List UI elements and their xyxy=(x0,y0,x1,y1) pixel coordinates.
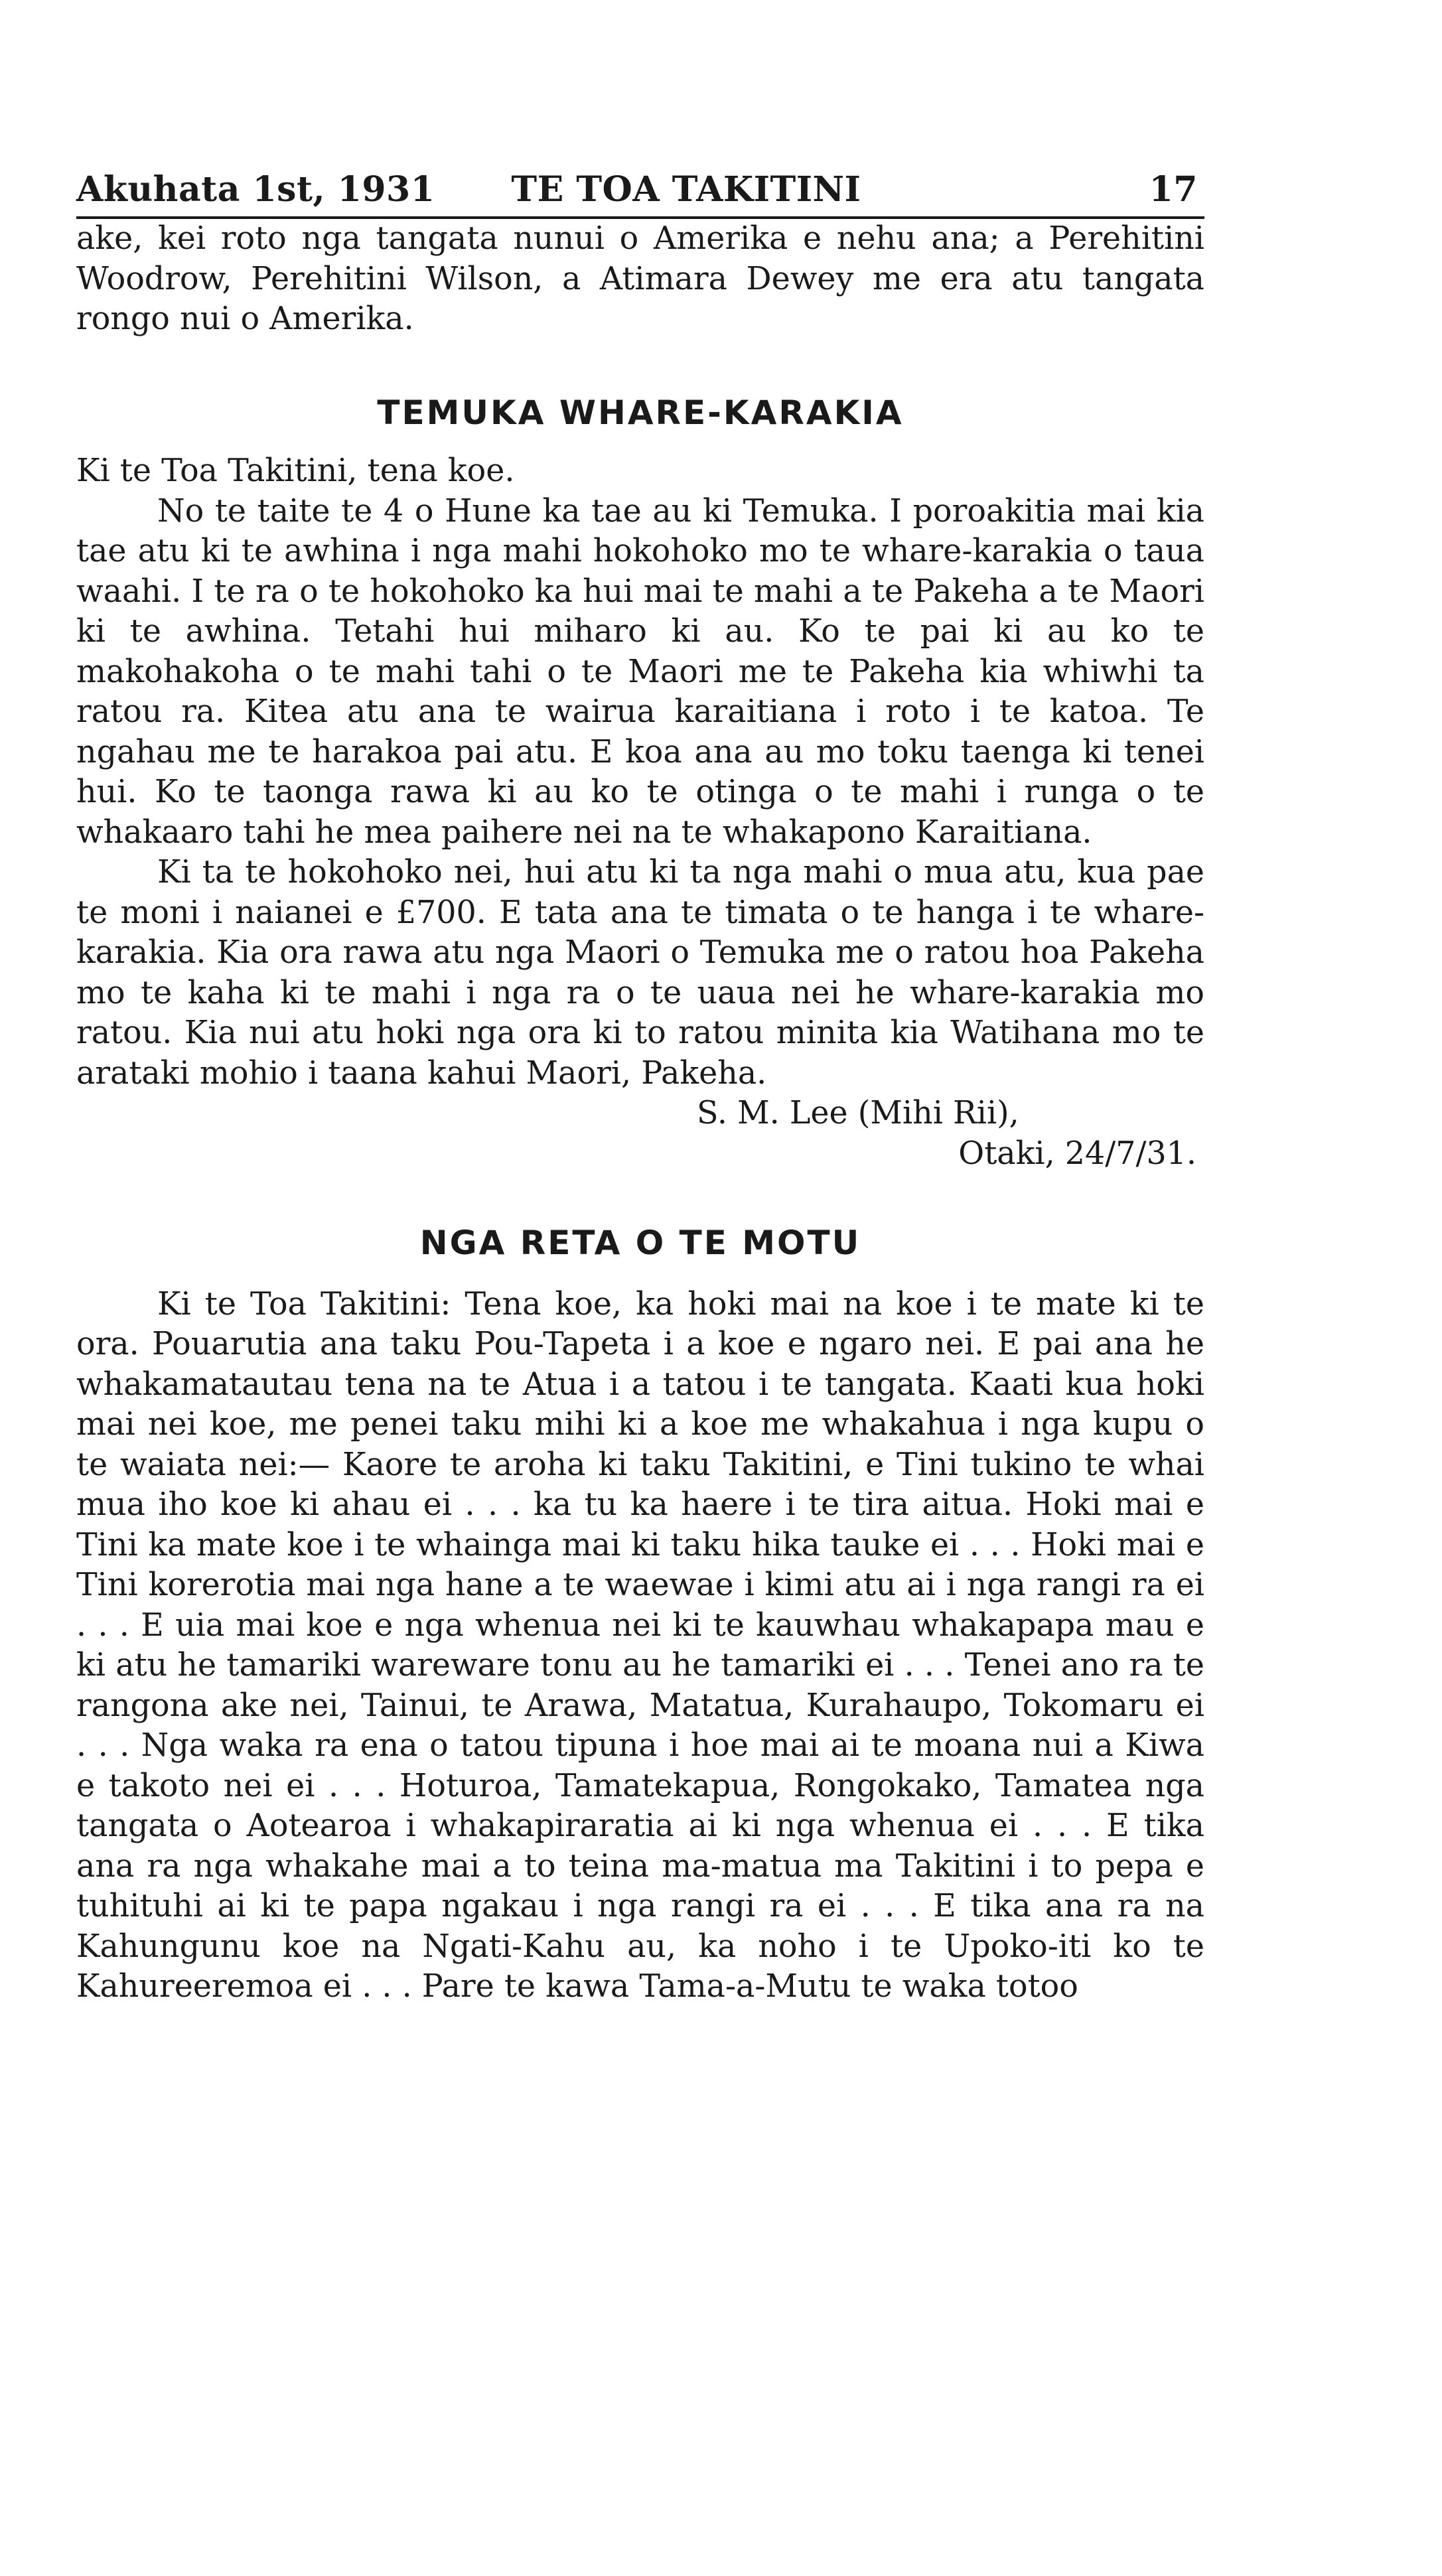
letter-paragraph: Ki te Toa Takitini: Tena koe, ka hoki mai na koe i te mate ki te ora. Pouarutia ana taku Pou-Tapeta i a koe e ngaro nei. E pai ana he whakamatautau tena na te Atua i a tatou i te tangata. Kaati kua hoki mai nei koe, me penei taku mihi ki a koe me whakahua i nga kupu o te waiata nei:— Kaore te aroha ki taku Takitini, e Tini tukino te whai mua iho koe ki ahau ei . . . ka tu ka haere i te tira aitua. Hoki mai e Tini ka mate koe i te whainga mai ki taku hika tauke ei . . . Hoki mai e Tini korerotia mai nga hane a te waewae i kimi atu ai i nga rangi ra ei . . . E uia mai koe e nga whenua nei ki te kauwhau whakapapa mau e ki atu he tamariki wareware tonu au he tamariki ei . . . Tenei ano ra te rangona ake nei, Tainui, te Arawa, Matatua, Kurahaupo, Tokomaru ei . . . Nga waka ra ena o tatou tipuna i hoe mai ai te moana nui a Kiwa e takoto nei ei . . . Hoturoa, Tamatekapua, Rongokako, Tamatea nga tangata o Aotearoa i whakapiraratia ai ki nga whenua ei . . . E tika ana ra nga whakahe mai a to teina ma-matua ma Takitini i to pepa e tuhituhi ai ki te papa ngakau i nga rangi ra ei . . . E tika ana ra na Kahungunu koe na Ngati-Kahu au, ka noho i te Upoko-iti ko te Kahureeremoa ei . . . Pare te kawa Tama-a-Mutu te waka totoo xyxy=(76,1285,1204,2005)
publication-title: TE TOA TAKITINI xyxy=(511,169,861,210)
letter-signature-place: Otaki, 24/7/31. xyxy=(958,1135,1196,1172)
running-head xyxy=(76,169,1204,219)
letter-paragraph: Ki ta te hokohoko nei, hui atu ki ta nga mahi o mua atu, kua pae te moni i naianei e £700. E tata ana te timata o te hanga i te whare-karakia. Kia ora rawa atu nga Maori o Temuka me o ratou hoa Pakeha mo te kaha ki te mahi i nga ra o te uaua nei he whare-karakia mo ratou. Kia nui atu hoki nga ora ki to ratou minita kia Watihana mo te arataki mohio i taana kahui Maori, Pakeha. xyxy=(76,854,1204,1092)
letter-signature-name: S. M. Lee (Mihi Rii), xyxy=(697,1095,1019,1131)
section-heading-nga-reta: NGA RETA O TE MOTU xyxy=(419,1224,861,1262)
document-page xyxy=(76,169,1204,2007)
continued-paragraph: ake, kei roto nga tangata nunui o Amerika e nehu ana; a Perehitini Woodrow, Perehitini Wilson, a Atimara Dewey me era atu tangata rongo nui o Amerika. xyxy=(76,220,1204,337)
article-body xyxy=(76,219,1204,2007)
issue-date: Akuhata 1st, 1931 xyxy=(76,169,435,210)
section-heading-temuka: TEMUKA WHARE-KARAKIA xyxy=(377,393,904,432)
page-number: 17 xyxy=(1149,169,1198,210)
letter-paragraph: No te taite te 4 o Hune ka tae au ki Temuka. I poroakitia mai kia tae atu ki te awhina i nga mahi hokohoko mo te whare-karakia o taua waahi. I te ra o te hokohoko ka hui mai te mahi a te Pakeha a te Maori ki te awhina. Tetahi hui miharo ki au. Ko te pai ki au ko te makohakoha o te mahi tahi o te Maori me te Pakeha kia whiwhi ta ratou ra. Kitea atu ana te wairua karaitiana i roto i te katoa. Te ngahau me te harakoa pai atu. E koa ana au mo toku taenga ki tenei hui. Ko te taonga rawa ki au ko te otinga o te mahi i runga o te whakaaro tahi he mea paihere nei na te whakapono Karaitiana. xyxy=(76,492,1204,851)
letter-salutation: Ki te Toa Takitini, tena koe. xyxy=(76,453,515,489)
